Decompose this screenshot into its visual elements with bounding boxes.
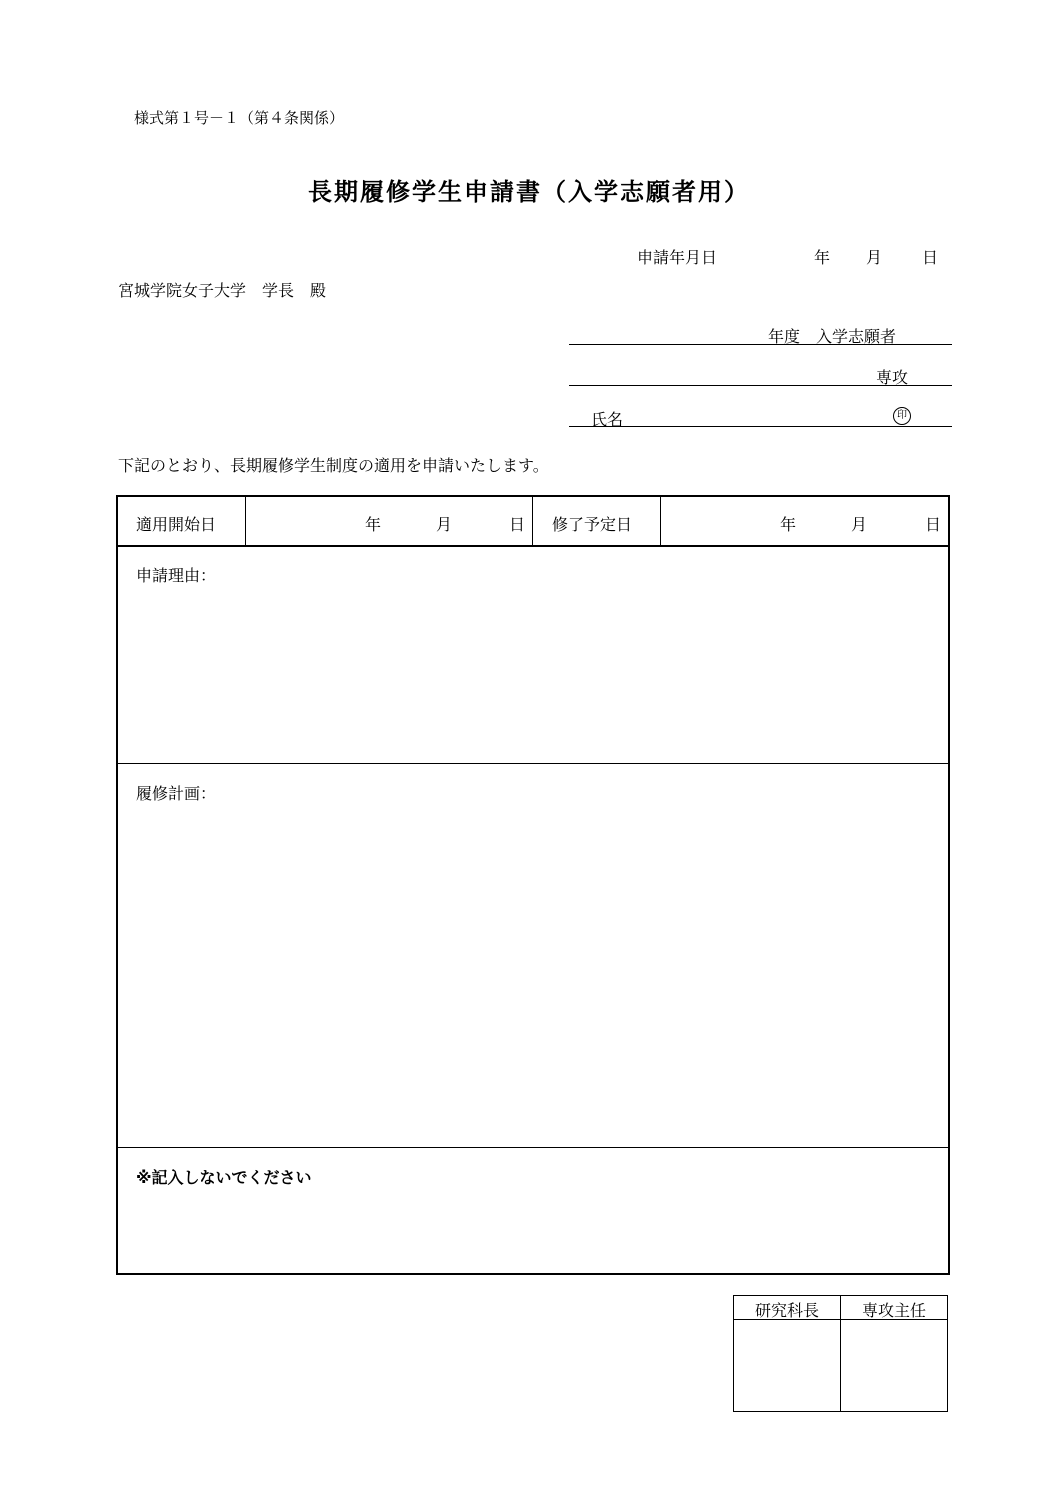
dean-stamp-cell [734,1320,840,1410]
application-date-label: 申請年月日 [637,248,718,267]
start-month: 月 [436,515,453,534]
major-label: 専攻 [876,368,909,387]
intro-text: 下記のとおり、長期履修学生制度の適用を申請いたします。 [118,456,549,475]
name-line[interactable] [569,426,952,427]
end-day: 日 [925,515,942,534]
application-date-year: 年 [814,248,831,267]
end-year: 年 [780,515,797,534]
reason-section[interactable] [118,547,948,764]
seal-mark: 印 [893,407,911,425]
date-row [118,497,948,547]
divider [532,497,533,545]
start-date-field[interactable] [247,497,532,545]
divider [245,497,246,545]
form-title: 長期履修学生申請書（入学志願者用） [308,178,750,206]
office-use-section [118,1148,948,1273]
application-date-month: 月 [866,248,883,267]
end-date-label: 修了予定日 [552,515,633,534]
start-year: 年 [365,515,382,534]
start-date-label: 適用開始日 [136,515,217,534]
end-date-field[interactable] [662,497,948,545]
major-chief-label: 専攻主任 [861,1301,926,1320]
entrance-year-line[interactable] [569,344,952,345]
name-label: 氏名 [591,410,624,429]
plan-label: 履修計画： [136,784,217,803]
major-line[interactable] [569,385,952,386]
application-table [116,495,950,1275]
reason-label: 申請理由： [136,566,217,585]
end-month: 月 [851,515,868,534]
dean-label: 研究科長 [754,1301,819,1320]
divider [660,497,661,545]
addressee: 宮城学院女子大学 学長 殿 [118,281,327,300]
major-chief-stamp-cell [841,1320,947,1410]
office-use-label: ※記入しないでください [136,1168,312,1187]
form-number: 様式第１号－１（第４条関係） [134,109,345,127]
plan-section[interactable] [118,765,948,1148]
start-day: 日 [509,515,526,534]
application-date-day: 日 [922,248,939,267]
approval-box [733,1295,948,1412]
entrance-year-label: 年度 入学志願者 [768,327,897,346]
